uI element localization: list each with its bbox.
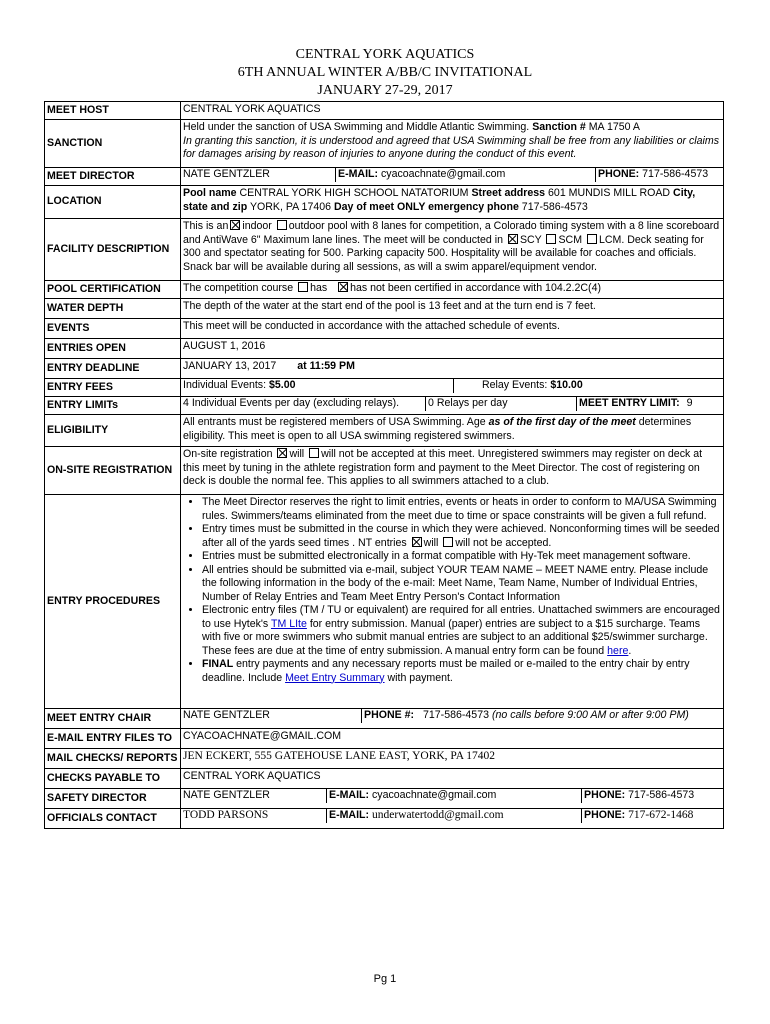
entry-chair-phone-value: 717-586-4573 (423, 709, 489, 721)
value-eligibility (181, 415, 724, 447)
label-checks-payable: CHECKS PAYABLE TO (45, 769, 181, 789)
director-email (335, 168, 595, 182)
entry-chair-name: NATE GENTZLER (183, 709, 270, 721)
label-entry-chair: MEET ENTRY CHAIR (45, 709, 181, 729)
procedure-item: • All entries should be submitted via e-mail, subject YOUR TEAM NAME – MEET NAME entry. Please include the following information in the body of the e-mail: Meet Name, Team Name, Number of Individual Entries, Number of Relay Entries and Team Meet Entry Person's Contact Information (202, 564, 721, 605)
sanction-number: MA 1750 A (588, 121, 640, 133)
street-label: Street address (471, 187, 546, 199)
relay-fee-label: Relay Events: (482, 379, 548, 391)
procedure-text: entry payments and any necessary reports must be mailed or e-mailed to the entry chair by entry deadline. Include (202, 658, 690, 684)
officials-phone-label: PHONE: (584, 809, 626, 821)
value-entries-open: AUGUST 1, 2016 (181, 339, 724, 359)
scy-checkbox[interactable] (508, 234, 518, 244)
cert-text-2: has (310, 282, 328, 294)
value-facility (181, 219, 724, 281)
outdoor-checkbox[interactable] (277, 220, 287, 230)
meet-info-table (44, 101, 724, 829)
doc-title-line1: CENTRAL YORK AQUATICS (295, 47, 475, 62)
label-sanction: SANCTION (45, 120, 181, 168)
indoor-checkbox[interactable] (230, 220, 240, 230)
row-sanction (45, 120, 724, 168)
nt-will-not-checkbox[interactable] (443, 537, 453, 547)
procedure-item: • Entries must be submitted electronically in a format compatible with Hy-Tek meet management software. (202, 550, 721, 564)
row-email-entry (45, 729, 724, 749)
label-entry-fees: ENTRY FEES (45, 379, 181, 397)
procedure-item (202, 523, 721, 550)
value-entry-fees (181, 379, 724, 397)
pool-name: CENTRAL YORK HIGH SCHOOL NATATORIUM (239, 187, 469, 199)
label-location: LOCATION (45, 186, 181, 219)
eligibility-text-1: All entrants must be registered members of USA Swimming. Age (183, 416, 486, 428)
row-entry-chair (45, 709, 724, 729)
safety-email (326, 789, 581, 803)
officials-phone (581, 809, 723, 823)
onsite-text-1: On-site registration (183, 448, 273, 460)
row-entry-fees (45, 379, 724, 397)
procedure-text: Entry times must be submitted in the course in which they were achieved. Nonconforming times will be seeded after all of the yards seed times . NT entries (202, 523, 720, 549)
meet-entry-limit-label: MEET ENTRY LIMIT: (579, 397, 680, 409)
label-pool-cert: POOL CERTIFICATION (45, 281, 181, 299)
label-entry-procedures: ENTRY PROCEDURES (45, 495, 181, 709)
label-water-depth: WATER DEPTH (45, 299, 181, 319)
safety-phone-value: 717-586-4573 (628, 789, 695, 801)
director-phone (595, 168, 723, 182)
procedure-text: for entry submission. Manual (paper) entries are subject to a $15 surcharge. Teams with five or more swimmers who submit manual entries are subject to an additional $25/swimmer surcharge. These fees are due at the time of entry submission. A manual entry form can be found (202, 617, 708, 657)
value-entry-procedures (181, 495, 724, 709)
value-entry-chair (181, 709, 724, 729)
procedure-item: • The Meet Director reserves the right to limit entries, events or heats in order to conform to MA/USA Swimming rules. Swimmers/teams eliminated from the meet due to time or space constraints will be given a full refund. (202, 496, 721, 523)
director-email-link[interactable]: cyacoachnate@gmail.com (380, 168, 506, 180)
deadline-time: at 11:59 PM (297, 360, 355, 372)
value-entry-deadline (181, 359, 724, 379)
row-water-depth (45, 299, 724, 319)
row-location (45, 186, 724, 219)
value-pool-cert (181, 281, 724, 299)
city-value: YORK, PA 17406 (249, 200, 332, 213)
facility-text-2: indoor (242, 220, 272, 232)
scm-checkbox[interactable] (546, 234, 556, 244)
label-onsite: ON-SITE REGISTRATION (45, 447, 181, 495)
procedure-text: will not be accepted. (455, 536, 552, 549)
cert-text-3: has not been certified in accordance with 104.2.2C(4) (350, 282, 601, 294)
value-onsite (181, 447, 724, 495)
value-sanction (181, 120, 724, 168)
value-checks-payable: CENTRAL YORK AQUATICS (181, 769, 724, 789)
row-onsite (45, 447, 724, 495)
label-entries-open: ENTRIES OPEN (45, 339, 181, 359)
row-entries-open (45, 339, 724, 359)
procedure-text: with payment. (387, 671, 453, 684)
value-safety-director (181, 789, 724, 809)
entry-chair-phone-label: PHONE #: (364, 709, 415, 721)
individual-fee (181, 379, 453, 393)
relay-fee (453, 379, 723, 393)
entry-chair-phone (361, 709, 723, 723)
officials-email-value[interactable]: underwatertodd@gmail.com (371, 809, 504, 821)
officials-email (326, 809, 581, 823)
onsite-text-2: will (289, 448, 305, 460)
procedure-text: Electronic entry files (TM / TU or equivalent) are required for all entries. Unattached swimmers are encouraged to use Hytek's (202, 604, 720, 630)
value-meet-director (181, 168, 724, 186)
eligibility-text-3: determines eligibility. This meet is open to all USA swimming registered swimmers. (183, 416, 692, 442)
row-entry-deadline (45, 359, 724, 379)
relay-limit: 0 Relays per day (425, 397, 576, 411)
meet-entry-limit-value: 9 (686, 397, 693, 409)
label-meet-director: MEET DIRECTOR (45, 168, 181, 186)
officials-phone-value: 717-672-1468 (628, 809, 694, 821)
eligibility-text-2: as of the first day of the meet (488, 416, 636, 428)
director-phone-label: PHONE: (598, 168, 640, 180)
onsite-text-3: will not be accepted at this meet. Unregistered swimmers may register on deck at this meet by tuning in the athlete registration form and payment to the Meet Director. The cost of registering on deck is double the normal fee. This applies to all swimmers attached to a club. (183, 448, 703, 487)
procedure-text: . (628, 644, 632, 657)
row-entry-limits (45, 397, 724, 415)
value-location (181, 186, 724, 219)
label-mail-checks: MAIL CHECKS/ REPORTS (45, 749, 181, 769)
page-number: Pg 1 (373, 973, 397, 985)
facility-text-3: outdoor pool with 8 lanes for competition, a Colorado timing system with a 8 line scoreboard and AntiWave 6" Maximum lane lines. The meet will be conducted in (183, 220, 720, 246)
row-meet-director (45, 168, 724, 186)
row-checks-payable (45, 769, 724, 789)
label-meet-host: MEET HOST (45, 102, 181, 120)
row-facility (45, 219, 724, 281)
emergency-phone: 717-586-4573 (521, 200, 588, 213)
onsite-will-checkbox[interactable] (277, 448, 287, 458)
row-meet-host (45, 102, 724, 120)
row-pool-cert (45, 281, 724, 299)
sanction-disclaimer: In granting this sanction, it is understood and agreed that USA Swimming shall be free from any liabilities or claims for damages arising by reason of injuries to anyone during the conduct of this event. (183, 134, 720, 160)
safety-phone (581, 789, 723, 803)
value-officials-contact (181, 809, 724, 829)
row-safety-director (45, 789, 724, 809)
procedure-item (202, 658, 721, 685)
has-checkbox[interactable] (298, 282, 308, 292)
officials-email-label: E-MAIL: (329, 809, 370, 821)
safety-email-label: E-MAIL: (329, 789, 370, 801)
label-entry-limits: ENTRY LIMITs (45, 397, 181, 415)
safety-email-value[interactable]: cyacoachnate@gmail.com (371, 789, 497, 801)
facility-text-1: This is an (183, 220, 229, 232)
label-facility: FACILITY DESCRIPTION (45, 219, 181, 281)
safety-phone-label: PHONE: (584, 789, 626, 801)
sanction-text: Held under the sanction of USA Swimming and Middle Atlantic Swimming. (183, 121, 530, 133)
label-eligibility: ELIGIBILITY (45, 415, 181, 447)
has-not-checkbox[interactable] (338, 282, 348, 292)
procedure-text: will (423, 536, 439, 549)
row-entry-procedures (45, 495, 724, 709)
doc-title-line3: JANUARY 27-29, 2017 (317, 83, 453, 98)
label-officials-contact: OFFICIALS CONTACT (45, 809, 181, 829)
procedure-final: FINAL (202, 658, 234, 670)
row-mail-checks (45, 749, 724, 769)
row-eligibility (45, 415, 724, 447)
doc-title-line2: 6TH ANNUAL WINTER A/BB/C INVITATIONAL (237, 65, 533, 80)
individual-fee-label: Individual Events: (183, 379, 267, 391)
city-label: City, state and zip (183, 187, 696, 213)
meet-entry-summary-link[interactable]: Meet Entry Summary (285, 671, 385, 684)
procedure-item (202, 604, 721, 658)
facility-text-4: SCY (519, 233, 542, 246)
individual-limit: 4 Individual Events per day (excluding relays). (183, 397, 400, 409)
row-events (45, 319, 724, 339)
sanction-number-label: Sanction # (532, 121, 586, 133)
meet-entry-limit (576, 397, 723, 411)
tm-lite-link[interactable]: TM LIte (270, 617, 307, 630)
facility-text-6: LCM. Deck seating for 300 and spectator seating for 500. Parking capacity 500. Hospitality will be available for coaches and officials. Snack bar will be available during all sessions, as will a swim apparel/equipment vendor. (183, 233, 704, 273)
label-email-entry: E-MAIL ENTRY FILES TO (45, 729, 181, 749)
manual-entry-form-link[interactable]: here (607, 644, 629, 657)
pool-name-label: Pool name (183, 187, 237, 199)
entry-chair-phone-note: (no calls before 9:00 AM or after 9:00 PM) (491, 709, 689, 721)
officials-name: TODD PARSONS (183, 809, 269, 821)
emergency-phone-label: Day of meet ONLY emergency phone (333, 200, 519, 213)
safety-name: NATE GENTZLER (183, 789, 270, 801)
cert-text-1: The competition course (183, 282, 294, 294)
value-entry-limits (181, 397, 724, 415)
procedures-list (183, 496, 721, 685)
onsite-will-not-checkbox[interactable] (309, 448, 319, 458)
facility-text-5: SCM (558, 233, 583, 246)
row-officials-contact (45, 809, 724, 829)
value-events: This meet will be conducted in accordance with the attached schedule of events. (181, 319, 724, 339)
individual-fee-value: $5.00 (269, 379, 296, 391)
value-mail-checks: JEN ECKERT, 555 GATEHOUSE LANE EAST, YORK, PA 17402 (181, 749, 724, 769)
label-entry-deadline: ENTRY DEADLINE (45, 359, 181, 379)
value-water-depth: The depth of the water at the start end of the pool is 13 feet and at the turn end is 7 feet. (181, 299, 724, 319)
director-phone-value: 717-586-4573 (642, 168, 709, 180)
lcm-checkbox[interactable] (587, 234, 597, 244)
value-email-entry: CYACOACHNATE@GMAIL.COM (181, 729, 724, 749)
label-events: EVENTS (45, 319, 181, 339)
label-safety-director: SAFETY DIRECTOR (45, 789, 181, 809)
street-address: 601 MUNDIS MILL ROAD (548, 187, 671, 199)
deadline-date: JANUARY 13, 2017 (183, 360, 277, 372)
value-meet-host: CENTRAL YORK AQUATICS (181, 102, 724, 120)
director-email-label: E-MAIL: (338, 168, 379, 180)
director-name: NATE GENTZLER (183, 168, 270, 180)
relay-fee-value: $10.00 (550, 379, 583, 391)
nt-will-checkbox[interactable] (412, 537, 422, 547)
